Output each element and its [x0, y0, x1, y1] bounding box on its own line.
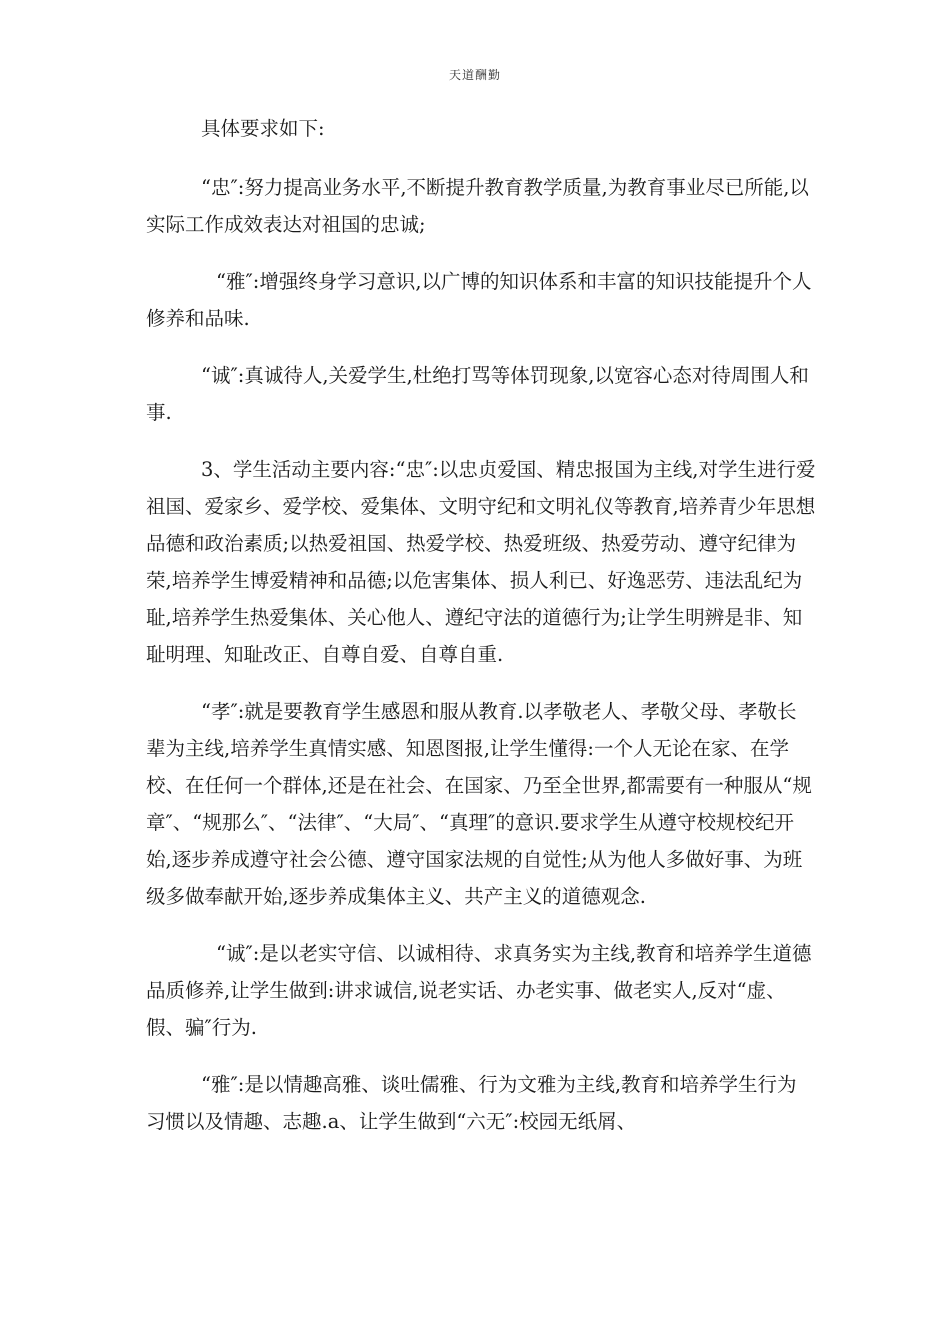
- paragraph-student-xiao: “孝″:就是要教育学生感恩和服从教育.以孝敬老人、孝敬父母、孝敬长辈为主线,培养学生真情实感、知恩图报,让学生懂得:一个人无论在家、在学校、在任何一个群体,还是在社会、在国家、乃至全世界,都需要有一种服从“规章″、“规那么″、“法律″、“大局″、“真理″的意识.要求学生从遵守校规校纪开始,逐步养成遵守社会公德、遵守国家法规的自觉性;从为他人多做好事、为班级多做奉献开始,逐步养成集体主义、共产主义的道德观念.: [146, 700, 812, 908]
- paragraph-teacher-ya: “雅″:增强终身学习意识,以广博的知识体系和丰富的知识技能提升个人修养和品味.: [146, 270, 812, 330]
- page-header: 天道酬勤: [448, 68, 501, 82]
- paragraph-requirements-intro: 具体要求如下:: [201, 117, 325, 140]
- paragraph-teacher-zhong: “忠″:努力提高业务水平,不断提升教育教学质量,为教育事业尽已所能,以实际工作成效表达对祖国的忠诚;: [146, 176, 809, 236]
- paragraph-teacher-cheng: “诚″:真诚待人,关爱学生,杜绝打骂等体罚现象,以宽容心态对待周围人和事.: [146, 364, 809, 424]
- paragraph-student-zhong: 3、学生活动主要内容:“忠″:以忠贞爱国、精忠报国为主线,对学生进行爱祖国、爱家乡、爱学校、爱集体、文明守纪和文明礼仪等教育,培养青少年思想品德和政治素质;以热爱祖国、热爱学校、热爱班级、热爱劳动、遵守纪律为荣,培养学生博爱精神和品德;以危害集体、损人利已、好逸恶劳、违法乱纪为耻,培养学生热爱集体、关心他人、遵纪守法的道德行为;让学生明辨是非、知耻明理、知耻改正、自尊自爱、自尊自重.: [146, 458, 816, 666]
- paragraph-student-ya: “雅″:是以情趣高雅、谈吐儒雅、行为文雅为主线,教育和培养学生行为习惯以及情趣、志趣.a、让学生做到“六无″:校园无纸屑、: [146, 1073, 797, 1133]
- document-body: [146, 110, 816, 1160]
- paragraph-student-cheng: “诚″:是以老实守信、以诚相待、求真务实为主线,教育和培养学生道德品质修养,让学生做到:讲求诚信,说老实话、办老实事、做老实人,反对“虚、假、骗″行为.: [146, 942, 812, 1039]
